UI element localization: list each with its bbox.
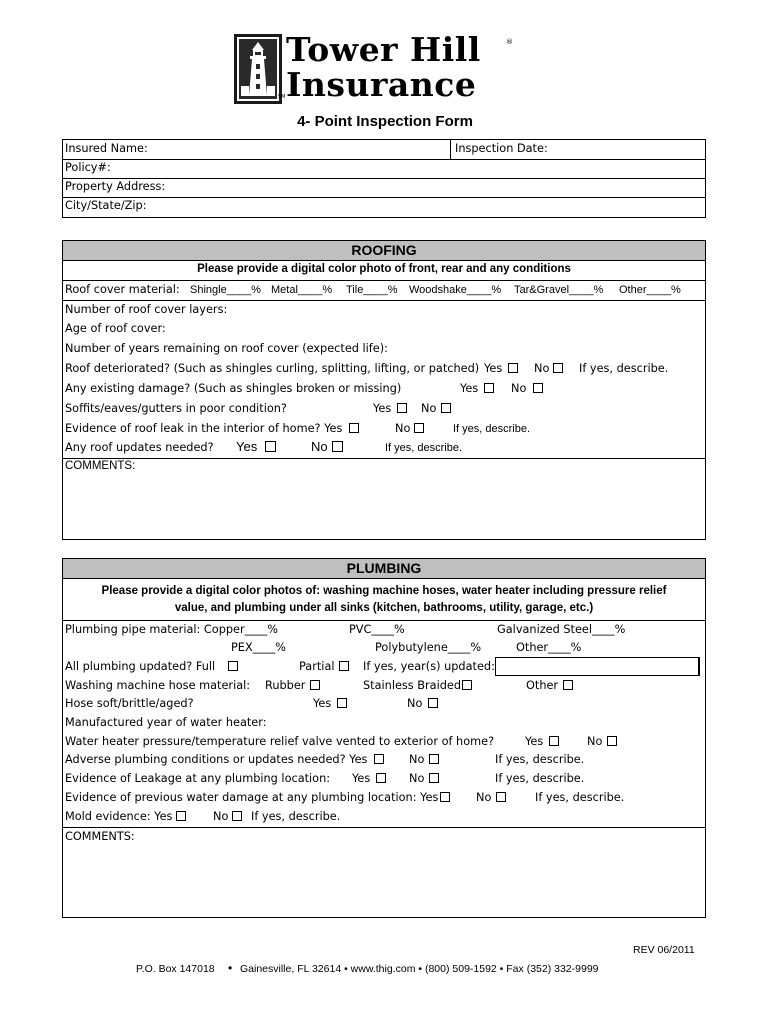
footer-po-box: P.O. Box 147018 (136, 963, 215, 975)
hose-brittle-yes-checkbox[interactable] (337, 698, 347, 708)
stainless-braided-checkbox[interactable] (462, 680, 472, 690)
roof-updates-describe: If yes, describe. (385, 442, 463, 454)
material-tile[interactable]: Tile____% (346, 284, 398, 296)
pipe-material-pvc[interactable]: PVC____% (349, 623, 405, 636)
full-update-checkbox[interactable] (228, 661, 238, 671)
pipe-material-copper[interactable]: Plumbing pipe material: Copper____% (65, 623, 278, 636)
adverse-yes-checkbox[interactable] (374, 754, 384, 764)
plumbing-subtitle-line1: Please provide a digital color photos of: washing machine hoses, water heater including pressure relief (101, 585, 667, 597)
relief-valve-yes-label: Yes (525, 735, 544, 748)
roof-deteriorated-no-checkbox[interactable] (553, 363, 563, 373)
pipe-material-other[interactable]: Other____% (516, 641, 582, 654)
roof-age-field[interactable]: Age of roof cover: (65, 322, 166, 335)
inspection-date-field[interactable]: Inspection Date: (455, 142, 548, 155)
adverse-no-label: No (409, 753, 425, 766)
roof-updates-yes-checkbox[interactable] (265, 441, 276, 452)
other-hose-label: Other (526, 679, 559, 692)
pipe-material-galvanized[interactable]: Galvanized Steel____% (497, 623, 626, 636)
footer-bullet: • (228, 961, 233, 975)
company-logo (234, 30, 514, 106)
relief-valve-label: Water heater pressure/temperature relief valve vented to exterior of home? (65, 735, 495, 748)
previous-damage-no-label: No (476, 791, 492, 804)
roof-leak-describe: If yes, describe. (453, 423, 531, 435)
adverse-describe: If yes, describe. (495, 753, 585, 766)
roof-updates-no-label: No (311, 439, 328, 454)
mold-yes-checkbox[interactable] (176, 811, 186, 821)
material-shingle[interactable]: Shingle____% (190, 284, 261, 296)
mold-evidence-label: Mold evidence: Yes (65, 810, 173, 823)
plumbing-subtitle-line2: value, and plumbing under all sinks (kitchen, bathrooms, utility, garage, etc.) (174, 602, 594, 614)
existing-damage-yes-label: Yes (460, 382, 479, 395)
adverse-conditions-label: Adverse plumbing conditions or updates needed? Yes (65, 753, 368, 766)
soffits-no-checkbox[interactable] (441, 403, 451, 413)
years-updated-label: If yes, year(s) updated: (363, 660, 495, 673)
soffits-yes-checkbox[interactable] (397, 403, 407, 413)
footer-contact: Gainesville, FL 32614 • www.thig.com • (800) 509-1592 • Fax (352) 332-9999 (240, 963, 599, 975)
rubber-label: Rubber (265, 679, 306, 692)
roofing-subtitle: Please provide a digital color photo of front, rear and any conditions (197, 263, 571, 275)
relief-valve-no-checkbox[interactable] (607, 736, 617, 746)
leakage-label: Evidence of Leakage at any plumbing location: (65, 772, 331, 785)
existing-damage-label: Any existing damage? (Such as shingles broken or missing) (65, 382, 402, 395)
roof-years-remaining-field[interactable]: Number of years remaining on roof cover (expected life): (65, 342, 388, 355)
roof-deteriorated-yes-label: Yes (484, 362, 503, 375)
roof-deteriorated-no-label: No (534, 362, 550, 375)
roofing-section (62, 240, 706, 540)
previous-damage-yes-checkbox[interactable] (440, 792, 450, 802)
city-state-zip-field[interactable]: City/State/Zip: (65, 199, 147, 212)
mold-no-label: No (213, 810, 229, 823)
hose-brittle-label: Hose soft/brittle/aged? (65, 697, 194, 710)
previous-damage-no-checkbox[interactable] (496, 792, 506, 802)
material-woodshake[interactable]: Woodshake____% (409, 284, 502, 296)
roofing-comments-field[interactable]: COMMENTS: (65, 460, 136, 472)
adverse-no-checkbox[interactable] (429, 754, 439, 764)
previous-damage-label: Evidence of previous water damage at any plumbing location: Yes (65, 791, 439, 804)
all-plumbing-updated-label: All plumbing updated? Full (65, 660, 216, 673)
soffits-no-label: No (421, 402, 437, 415)
service-mark: SM (278, 94, 286, 100)
roof-updates-label: Any roof updates needed? (65, 441, 214, 454)
roof-leak-label: Evidence of roof leak in the interior of home? Yes (65, 422, 343, 435)
revision-label: REV 06/2011 (633, 944, 695, 956)
insured-info-box (62, 139, 706, 218)
plumbing-comments-field[interactable]: COMMENTS: (65, 830, 135, 843)
hose-material-label: Washing machine hose material: (65, 679, 251, 692)
roof-cover-material-label: Roof cover material: (65, 283, 180, 296)
form-title: 4- Point Inspection Form (297, 113, 473, 130)
other-hose-checkbox[interactable] (563, 680, 573, 690)
leakage-no-label: No (409, 772, 425, 785)
roof-updates-yes-label: Yes (236, 439, 258, 454)
registered-mark: ® (506, 38, 513, 46)
hose-brittle-no-checkbox[interactable] (428, 698, 438, 708)
lighthouse-icon (234, 34, 282, 104)
material-metal[interactable]: Metal____% (271, 284, 333, 296)
hose-brittle-no-label: No (407, 697, 423, 710)
existing-damage-yes-checkbox[interactable] (484, 383, 494, 393)
years-updated-input[interactable] (495, 657, 700, 676)
roof-leak-no-checkbox[interactable] (414, 423, 424, 433)
water-heater-year-field[interactable]: Manufactured year of water heater: (65, 716, 267, 729)
logo-text-insurance: Insurance (286, 65, 477, 104)
mold-describe: If yes, describe. (251, 810, 341, 823)
pipe-material-polybutylene[interactable]: Polybutylene____% (375, 641, 482, 654)
policy-field[interactable]: Policy#: (65, 161, 111, 174)
leakage-yes-checkbox[interactable] (376, 773, 386, 783)
relief-valve-no-label: No (587, 735, 603, 748)
material-other[interactable]: Other____% (619, 284, 681, 296)
roof-deteriorated-describe: If yes, describe. (579, 362, 669, 375)
mold-no-checkbox[interactable] (232, 811, 242, 821)
plumbing-section (62, 558, 706, 918)
partial-update-checkbox[interactable] (339, 661, 349, 671)
property-address-field[interactable]: Property Address: (65, 180, 166, 193)
hose-brittle-yes-label: Yes (313, 697, 332, 710)
partial-label: Partial (299, 660, 335, 673)
material-tar-gravel[interactable]: Tar&Gravel____% (514, 284, 604, 296)
plumbing-title: PLUMBING (63, 559, 705, 578)
roof-deteriorated-yes-checkbox[interactable] (508, 363, 518, 373)
soffits-label: Soffits/eaves/gutters in poor condition? (65, 402, 287, 415)
soffits-yes-label: Yes (373, 402, 392, 415)
logo-text-tower-hill: Tower Hill (286, 30, 481, 69)
leakage-yes-label: Yes (352, 772, 371, 785)
leakage-describe: If yes, describe. (495, 772, 585, 785)
roof-deteriorated-label: Roof deteriorated? (Such as shingles curling, splitting, lifting, or patched) (65, 362, 480, 375)
previous-damage-describe: If yes, describe. (535, 791, 625, 804)
relief-valve-yes-checkbox[interactable] (549, 736, 559, 746)
existing-damage-no-checkbox[interactable] (533, 383, 543, 393)
roof-leak-no-label: No (395, 422, 411, 435)
rubber-checkbox[interactable] (310, 680, 320, 690)
roof-layers-field[interactable]: Number of roof cover layers: (65, 303, 228, 316)
roofing-title: ROOFING (63, 241, 705, 260)
leakage-no-checkbox[interactable] (429, 773, 439, 783)
stainless-braided-label: Stainless Braided (363, 679, 462, 692)
roof-updates-no-checkbox[interactable] (332, 441, 343, 452)
pipe-material-pex[interactable]: PEX____% (231, 641, 287, 654)
insured-name-field[interactable]: Insured Name: (65, 142, 148, 155)
roof-leak-yes-checkbox[interactable] (349, 423, 359, 433)
existing-damage-no-label: No (511, 382, 527, 395)
